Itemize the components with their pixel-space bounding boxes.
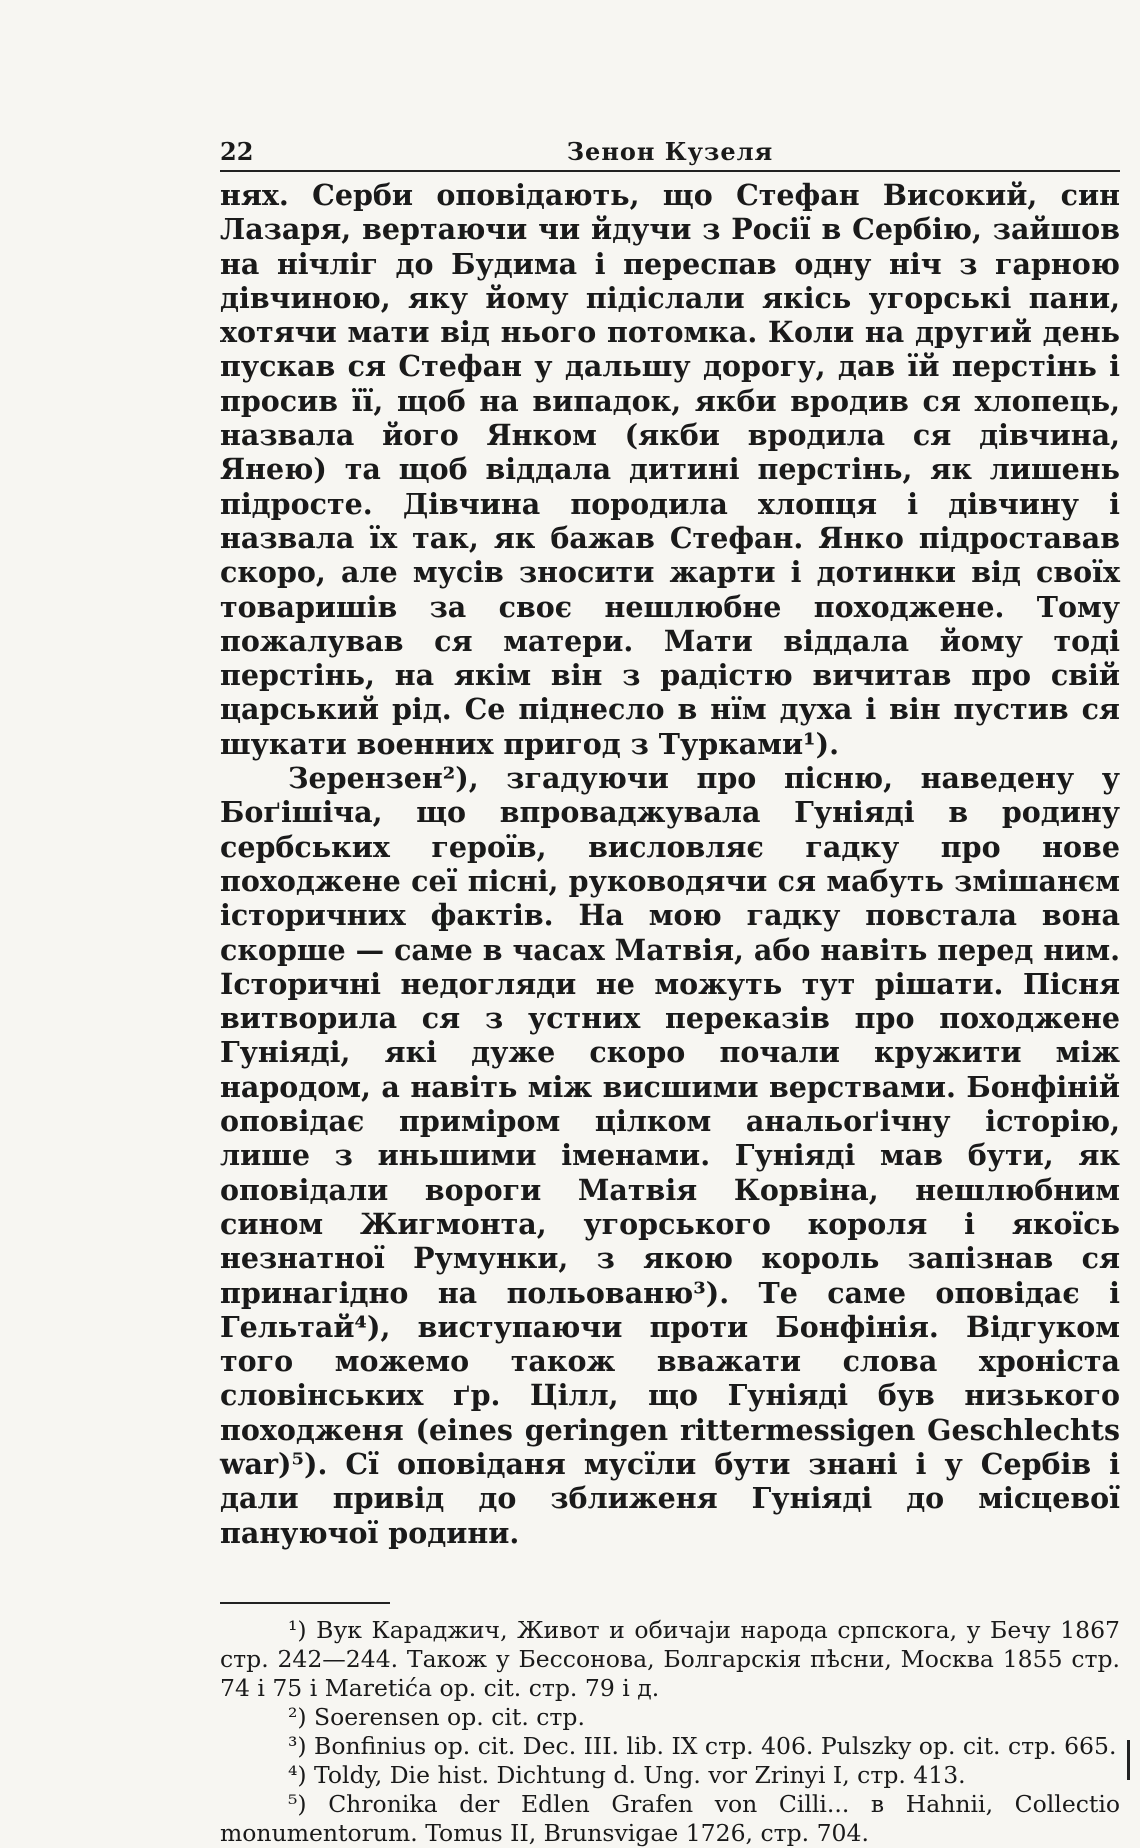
footnote-2: ²) Soerensen op. cit. стр. <box>288 1702 585 1731</box>
page-number: 22 <box>220 137 254 166</box>
footnote-3: ³) Bonfinius op. cit. Dec. III. lib. IX стр. 406. Pulszky op. cit. стр. 665. <box>288 1731 1117 1760</box>
footnote-5: ⁵) Chronika der Edlen Grafen von Cilli... в Hahnii, Collectio monumentorum. Tomus II, Brunsvigae 1726, стр. 704. <box>220 1789 1120 1847</box>
footnote-1: ¹) Вук Караджич, Живот и обичаjи народа српскога, у Бечу 1867 стр. 242—244. Також у Бессонова, Болгарскія пѣсни, Москва 1855 стр. 74 і 75 і Maretića op. cit. стр. 79 і д. <box>220 1615 1120 1702</box>
running-head: Зенон Кузеля <box>566 137 774 166</box>
footnotes <box>220 1616 1120 1848</box>
body-text <box>220 178 1120 1550</box>
footnote-4: ⁴) Toldy, Die hist. Dichtung d. Ung. vor Zrinyi I, стр. 413. <box>288 1760 966 1789</box>
footnote-separator <box>220 1602 390 1604</box>
page-header <box>220 130 1120 172</box>
binding-edge-mark <box>1127 1740 1130 1780</box>
paragraph-1: нях. Серби оповідають, що Стефан Високий, син Лазаря, вертаючи чи йдучи з Росії в Сербію, зайшов на нічліг до Будима і переспав одну ніч з гарною дівчиною, яку йому підіслали якісь угорські пани, хотячи мати від нього потомка. Коли на другий день пускав ся Стефан у дальшу дорогу, дав їй перстінь і просив її, щоб на випадок, якби вродив ся хлопець, назвала його Янком (якби вродила ся дівчина, Янею) та щоб віддала дитині перстінь, як лишень підросте. Дівчина породила хлопця і дівчину і назвала їх так, як бажав Стефан. Янко підроставав скоро, але мусів зносити жарти і дотинки від своїх товаришів за своє нешлюбне походжене. Тому пожалував ся матери. Мати віддала йому тоді перстінь, на якім він з радістю вичитав про свій царський рід. Се піднесло в нїм духа і він пустив ся шукати военних пригод з Турками¹). <box>220 178 1120 761</box>
book-page <box>220 130 1120 1848</box>
paragraph-2: Зерензен²), згадуючи про пісню, наведену у Боґішіча, що впроваджувала Гуніяді в родину сербських героїв, висловляє гадку про нове походжене сеї пісні, руководячи ся мабуть змішанєм історичних фактів. На мою гадку повстала вона скорше — саме в часах Матвія, або навіть перед ним. Історичні недогляди не можуть тут рішати. Пісня витворила ся з устних переказів про походжене Гуніяді, які дуже скоро почали кружити між народом, а навіть між висшими верствами. Бонфіній оповідає приміром цілком анальоґічну історію, лише з иньшими іменами. Гуніяді мав бути, як оповідали вороги Матвія Корвіна, нешлюбним сином Жигмонта, угорського короля і якоїсь незнатної Румунки, з якою король запізнав ся принагідно на польованю³). Те саме оповідає і Гельтай⁴), виступаючи проти Бонфінія. Відгуком того можемо також вважати слова хроніста словінських ґр. Цілл, що Гуніяді був низького походженя (eines geringen rittermessigen Geschlechts war)⁵). Сї оповіданя мусїли бути знані і у Сербів і дали привід до зближеня Гуніяді до місцевої пануючої родини. <box>220 761 1120 1550</box>
